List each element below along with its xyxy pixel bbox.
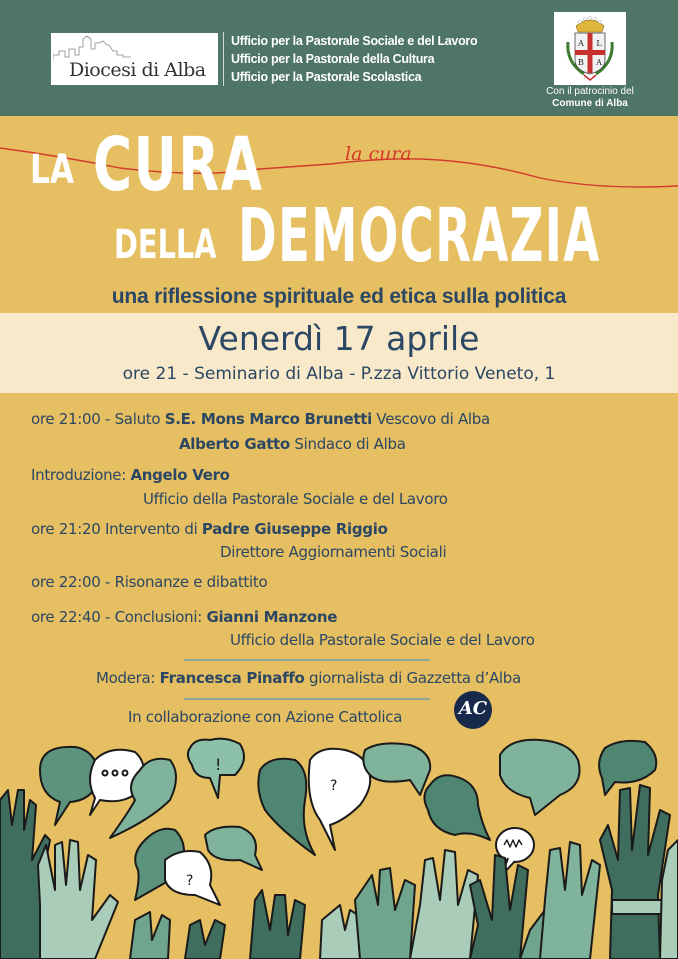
program-time: ore 21:00 - Saluto bbox=[31, 410, 165, 428]
svg-text:L: L bbox=[596, 39, 602, 48]
hand-icon bbox=[185, 920, 225, 959]
speaker-role: Sindaco di Alba bbox=[289, 435, 406, 453]
event-date: Venerdì 17 aprile bbox=[198, 319, 480, 358]
speaker-name: Padre Giuseppe Riggio bbox=[201, 520, 388, 538]
speaker-role: Direttore Aggiornamenti Sociali bbox=[220, 543, 447, 561]
moderator-name: Francesca Pinaffo bbox=[159, 669, 305, 687]
offices-list bbox=[223, 32, 477, 86]
municipality-name: Comune di Alba bbox=[552, 98, 628, 109]
title-cura: CURA bbox=[93, 122, 264, 208]
program-time: ore 21:20 Intervento di bbox=[31, 520, 202, 538]
patronage-line: Con il patrocinio del bbox=[546, 86, 634, 97]
title-democrazia: DEMOCRAZIA bbox=[238, 193, 601, 279]
program-item-role bbox=[143, 490, 448, 508]
speaker-role: Ufficio della Pastorale Sociale e del Lavoro bbox=[230, 631, 535, 649]
speech-bubble-question-icon bbox=[309, 749, 370, 850]
program-item-intervento bbox=[31, 520, 388, 538]
program-time: ore 22:40 - Conclusioni: bbox=[31, 608, 207, 626]
svg-text:!: ! bbox=[215, 755, 222, 774]
hand-icon bbox=[320, 905, 360, 959]
program-item-role bbox=[230, 631, 535, 649]
svg-text:A: A bbox=[596, 58, 602, 67]
event-location: ore 21 - Seminario di Alba - P.zza Vittorio Veneto, 1 bbox=[122, 364, 556, 384]
speech-bubble-icon bbox=[500, 740, 580, 815]
azione-cattolica-logo: AC bbox=[454, 691, 492, 729]
speech-bubble-icon bbox=[205, 827, 262, 870]
program-item-introduzione bbox=[31, 466, 230, 484]
moderator-role: giornalista di Gazzetta d’Alba bbox=[304, 669, 521, 687]
speech-bubble-icon bbox=[258, 759, 315, 855]
hand-icon bbox=[130, 912, 170, 959]
title-script: la cura bbox=[345, 143, 412, 165]
speaker-name: Angelo Vero bbox=[130, 466, 230, 484]
program-item-conclusioni bbox=[31, 608, 337, 626]
diocese-name: Diocesi di Alba bbox=[69, 59, 206, 81]
hands-speech-bubbles-illustration bbox=[0, 730, 678, 959]
speaker-name: S.E. Mons Marco Brunetti bbox=[164, 410, 372, 428]
svg-text:?: ? bbox=[330, 778, 338, 794]
office-item: Ufficio per la Pastorale della Cultura bbox=[231, 52, 435, 66]
office-item: Ufficio per la Pastorale Sociale e del Lavoro bbox=[231, 34, 478, 48]
speaker-name: Alberto Gatto bbox=[179, 435, 290, 453]
subtitle: una riflessione spirituale ed etica sulla politica bbox=[111, 285, 567, 308]
hand-icon bbox=[540, 842, 600, 959]
hand-icon bbox=[250, 890, 305, 959]
program-item-saluto bbox=[31, 410, 490, 428]
moderator-line bbox=[96, 669, 521, 687]
collaboration-text: In collaborazione con Azione Cattolica bbox=[128, 708, 403, 726]
hand-icon bbox=[38, 840, 118, 959]
alba-crest bbox=[554, 12, 626, 85]
svg-text:?: ? bbox=[186, 873, 194, 889]
speech-bubble-icon bbox=[363, 743, 430, 795]
program-time: ore 22:00 - Risonanze e dibattito bbox=[31, 573, 268, 591]
title-block bbox=[0, 116, 678, 312]
divider bbox=[184, 698, 430, 700]
speaker-name: Gianni Manzone bbox=[206, 608, 338, 626]
svg-text:B: B bbox=[578, 58, 584, 67]
hand-icon bbox=[410, 850, 478, 959]
hand-icon bbox=[470, 855, 528, 959]
header-banner bbox=[0, 0, 678, 116]
collaboration-line bbox=[128, 708, 402, 726]
hand-icon bbox=[600, 785, 670, 959]
speech-bubble-icon bbox=[424, 775, 490, 840]
speaker-role: Vescovo di Alba bbox=[371, 410, 490, 428]
svg-text:A: A bbox=[578, 39, 584, 48]
diocese-logo bbox=[51, 33, 218, 85]
divider bbox=[184, 659, 430, 661]
program-label: Introduzione: bbox=[31, 466, 131, 484]
sleeve-cuff bbox=[612, 900, 662, 914]
speaker-role: Ufficio della Pastorale Sociale e del Lavoro bbox=[143, 490, 448, 508]
program-item-role bbox=[220, 543, 446, 561]
patronage-text bbox=[520, 86, 660, 110]
program-item-risonanze bbox=[31, 573, 267, 591]
hand-icon bbox=[355, 868, 415, 959]
title-la: LA bbox=[30, 147, 75, 193]
moderator-label: Modera: bbox=[96, 669, 160, 687]
title-della: DELLA bbox=[114, 222, 217, 268]
program-item-sindaco bbox=[179, 435, 406, 453]
office-item: Ufficio per la Pastorale Scolastica bbox=[231, 70, 422, 84]
coat-of-arms-icon bbox=[554, 12, 626, 85]
date-band bbox=[0, 313, 678, 393]
